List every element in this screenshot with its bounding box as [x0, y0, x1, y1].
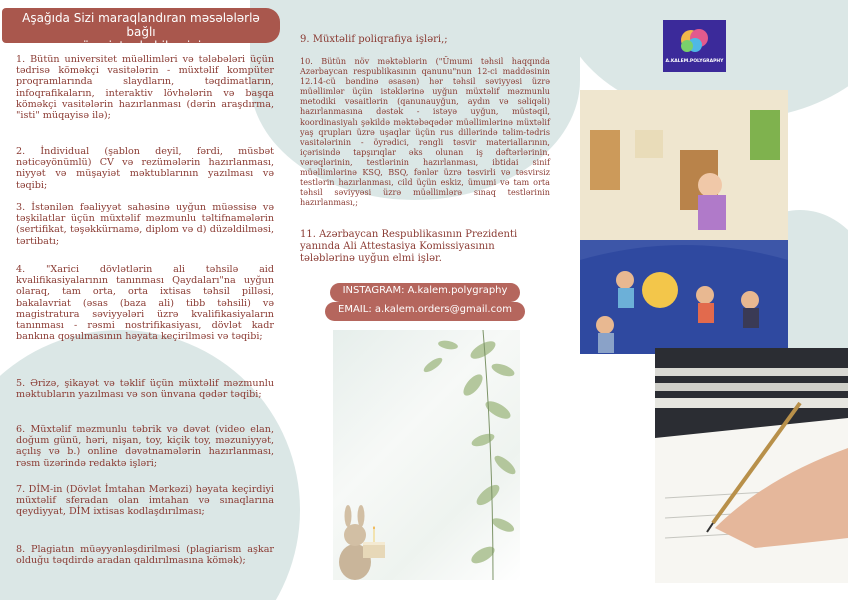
pen-writing-illustration [655, 348, 848, 583]
service-item-8: 8. Plagiatın müəyyənləşdirilməsi (plagiarism aşkar olduğu təqdirdə aradan qaldırılmasına kömək); [16, 544, 274, 567]
watercolor-card-image [333, 330, 520, 580]
email-contact[interactable]: EMAIL: a.kalem.orders@gmail.com [325, 302, 525, 321]
instagram-contact[interactable]: INSTAGRAM: A.kalem.polygraphy [330, 283, 520, 302]
classroom-illustration [580, 90, 788, 354]
service-item-4: 4. "Xarici dövlətlərin ali təhsilə aid kvalifikasiyalarının tanınması Qaydaları"na uyğun olaraq, tam orta, orta ixtisas təhsil pilləsi, bakalavriat (əsas (baza ali) tibb təhsili) və magistratura səviyyələri üzrə kvalifikasiyaların tanınması - rəsmi nostrifikasiyası, dövlət kadr bankına qoşulmasının həyata keçirilməsi və təqibi; [16, 264, 274, 343]
leaves-bunny-illustration [333, 330, 520, 580]
service-item-7: 7. DİM-in (Dövlət İmtahan Mərkəzi) həyata keçirdiyi müxtəlif sferadan olan imtahan və sınaqlarına qeydiyyat, DİM ixtisas kodlaşdırılması; [16, 484, 274, 518]
service-item-6: 6. Müxtəlif məzmunlu təbrik və dəvət (video elan, doğum günü, həri, nişan, toy, kiçik toy, məzuniyyət, açılış və b.) online dəvətnamələrin hazırlanması, rəsm üzərində redaktə işləri; [16, 424, 274, 469]
service-item-2: 2. İndividual (şablon deyil, fərdi, müsbət nəticəyönümlü) CV və rezümələrin hazırlanması, niyyət və müşayiət məktublarının yazılması və təqibi; [16, 146, 274, 191]
service-item-3: 3. İstənilən fəaliyyət sahəsinə uyğun müəssisə və təşkilatlar üçün müxtəlif məzmunlu təltifnamələrin (sertifikat, təşəkkürnamə, diplom və d) düzəldilməsi, tərtibatı; [16, 202, 274, 247]
brand-logo [663, 20, 726, 72]
classroom-photo [580, 90, 788, 354]
brain-icon [663, 20, 726, 60]
header-line-2: müraciət edə bilərsiniz: [70, 39, 212, 53]
service-item-9: 9. Müxtəlif poliqrafiya işləri,; [300, 34, 448, 45]
service-item-11: 11. Azərbaycan Respublikasının Prezidenti yanında Ali Attestasiya Komissiyasının tələblərinə uyğun elmi işlər. [300, 229, 518, 264]
service-item-1: 1. Bütün universitet müəllimləri və tələbələri üçün tədrisə köməkçi vasitələrin - müxtəlif kompüter proqramlarında slaydların, təqdimatların, infoqrafikaların, interaktiv lövhələrin və başqa köməkçi vasitələrin hazırlanması (dərin araşdırma, "isti" müqayisə ilə); [16, 54, 274, 122]
service-item-10: 10. Bütün növ məktəblərin ("Ümumi təhsil haqqında Azərbaycan respublikasının qanunu"nun 12-ci maddəsinin 12.14-cü bəndinə əsasən) hər təhsil səviyyəsi üzrə müəllimlər üçün istəklərinə uyğun müxtəlif məzmunlu metodiki vəsaitlərin (qanunauyğun, aydın və səliqəli) hazırlanmasına dəstək - istəyə uyğun, müstəqil, koordinasiyalı şəkildə məktəbəqədər müəllimlərinə müxtəlif yaş qrupları üzrə uşaqlar üçün rus dillərində təlim-tədris vasitələrinin - öyrədici, rəngli təsvir materiallarının, içərisində tapşırıqlar əks olunan iş dəftərlərinin, vərəqlərinin, testlərinin hazırlanması, ibtidai sinif müəllimlərinə KSQ, BSQ, fənlər üzrə təsvirli və təsvirsiz testlərin hazırlanması, cild üçün eskiz, ümumi və tam orta təhsil səviyyəsi üzrə müəllimlərə sınaq testlərinin hazırlanması,; [300, 56, 550, 208]
header-banner [2, 8, 280, 53]
writing-hand-photo [655, 348, 848, 583]
logo-text: A.KALEM.POLYGRAPHY [665, 59, 724, 64]
header-line-1: Aşağıda Sizi maraqlandıran məsələlərlə bağlı [22, 11, 260, 39]
service-item-5: 5. Ərizə, şikayət və təklif üçün müxtəlif məzmunlu məktubların yazılması və son ünvana qədər təqibi; [16, 378, 274, 401]
